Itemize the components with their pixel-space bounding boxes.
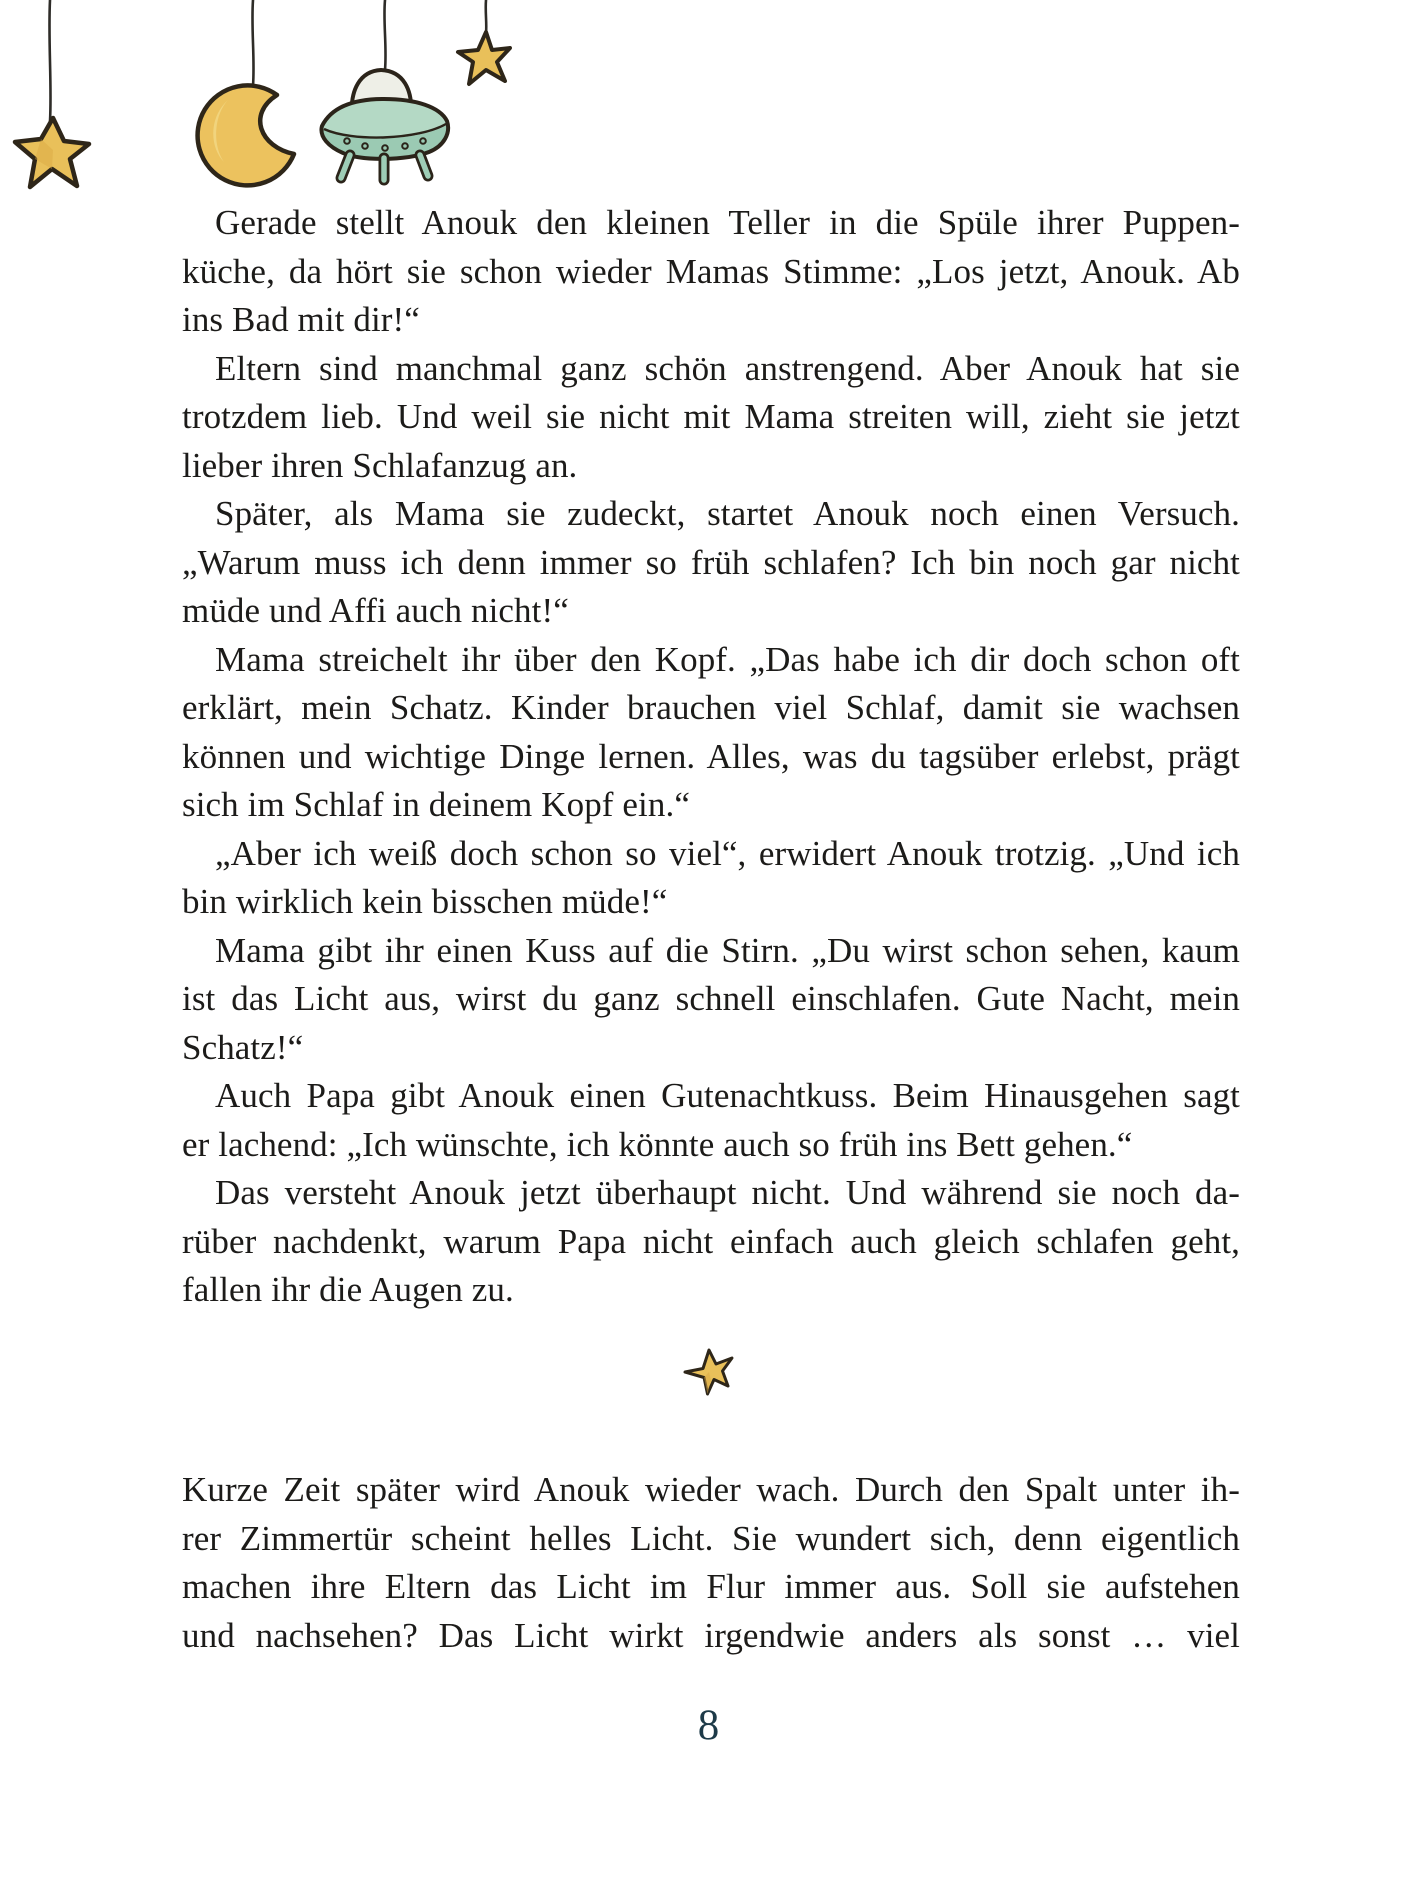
text-line: bin wirklich kein bisschen müde!“ xyxy=(182,882,668,921)
text-line: Mama streichelt ihr über den Kopf. „Das habe ich dir doch schon oft xyxy=(215,639,1240,679)
text-line: ins Bad mit dir!“ xyxy=(182,300,420,339)
text-line: Auch Papa gibt Anouk einen Gutenachtkuss. Beim Hinausgehen sagt xyxy=(215,1076,1240,1115)
string-line xyxy=(49,0,50,121)
ufo-legs xyxy=(341,155,428,180)
text-line: Später, als Mama sie zudeckt, startet Anouk noch einen Versuch. xyxy=(215,494,1240,533)
hanging-mobile-illustration xyxy=(0,0,520,200)
moon-icon xyxy=(198,85,294,185)
text-line: küche, da hört sie schon wieder Mamas Stimme: „Los jetzt, Anouk. Ab xyxy=(182,251,1240,291)
star-divider-icon xyxy=(683,1344,735,1396)
text-line: er lachend: „Ich wünschte, ich könnte auch so früh ins Bett gehen.“ xyxy=(182,1124,1133,1164)
string-line xyxy=(252,0,253,86)
story-text-block xyxy=(182,199,1240,1315)
text-line: machen ihre Eltern das Licht im Flur immer aus. Soll sie aufstehen xyxy=(182,1567,1240,1606)
text-line: „Warum muss ich denn immer so früh schlafen? Ich bin noch gar nicht xyxy=(182,542,1240,582)
text-line: trotzdem lieb. Und weil sie nicht mit Mama streiten will, zieht sie jetzt xyxy=(182,397,1240,436)
text-line: „Aber ich weiß doch schon so viel“, erwidert Anouk trotzig. „Und ich xyxy=(215,833,1240,873)
text-line: Kurze Zeit später wird Anouk wieder wach. Durch den Spalt unter ih- xyxy=(182,1470,1240,1509)
string-line xyxy=(384,0,385,70)
text-line: ist das Licht aus, wirst du ganz schnell einschlafen. Gute Nacht, mein xyxy=(182,979,1240,1018)
text-line: Eltern sind manchmal ganz schön anstrengend. Aber Anouk hat sie xyxy=(215,348,1240,388)
text-line: Gerade stellt Anouk den kleinen Teller in die Spüle ihrer Puppen- xyxy=(215,203,1240,242)
string-line xyxy=(486,0,487,33)
text-line: Schatz!“ xyxy=(182,1027,304,1067)
text-line: müde und Affi auch nicht!“ xyxy=(182,591,569,630)
story-text-block-continued xyxy=(182,1466,1240,1660)
small-star-icon xyxy=(458,32,510,84)
page-number: 8 xyxy=(697,1702,720,1749)
text-line: Das versteht Anouk jetzt überhaupt nicht. Und während sie noch da- xyxy=(215,1173,1240,1212)
text-line: und nachsehen? Das Licht wirkt irgendwie anders als sonst … viel xyxy=(182,1615,1240,1655)
hanging-star-icon xyxy=(15,118,89,187)
text-line: können und wichtige Dinge lernen. Alles, was du tagsüber erlebst, prägt xyxy=(182,736,1240,776)
text-line: rer Zimmertür scheint helles Licht. Sie wundert sich, denn eigentlich xyxy=(182,1518,1240,1558)
text-line: lieber ihren Schlafanzug an. xyxy=(182,445,578,485)
text-line: erklärt, mein Schatz. Kinder brauchen viel Schlaf, damit sie wachsen xyxy=(182,688,1240,727)
text-line: rüber nachdenkt, warum Papa nicht einfach auch gleich schlafen geht, xyxy=(182,1221,1240,1261)
text-line: sich im Schlaf in deinem Kopf ein.“ xyxy=(182,785,690,824)
text-line: fallen ihr die Augen zu. xyxy=(182,1270,514,1309)
ufo-icon xyxy=(321,70,448,180)
text-line: Mama gibt ihr einen Kuss auf die Stirn. „Du wirst schon sehen, kaum xyxy=(215,930,1240,970)
